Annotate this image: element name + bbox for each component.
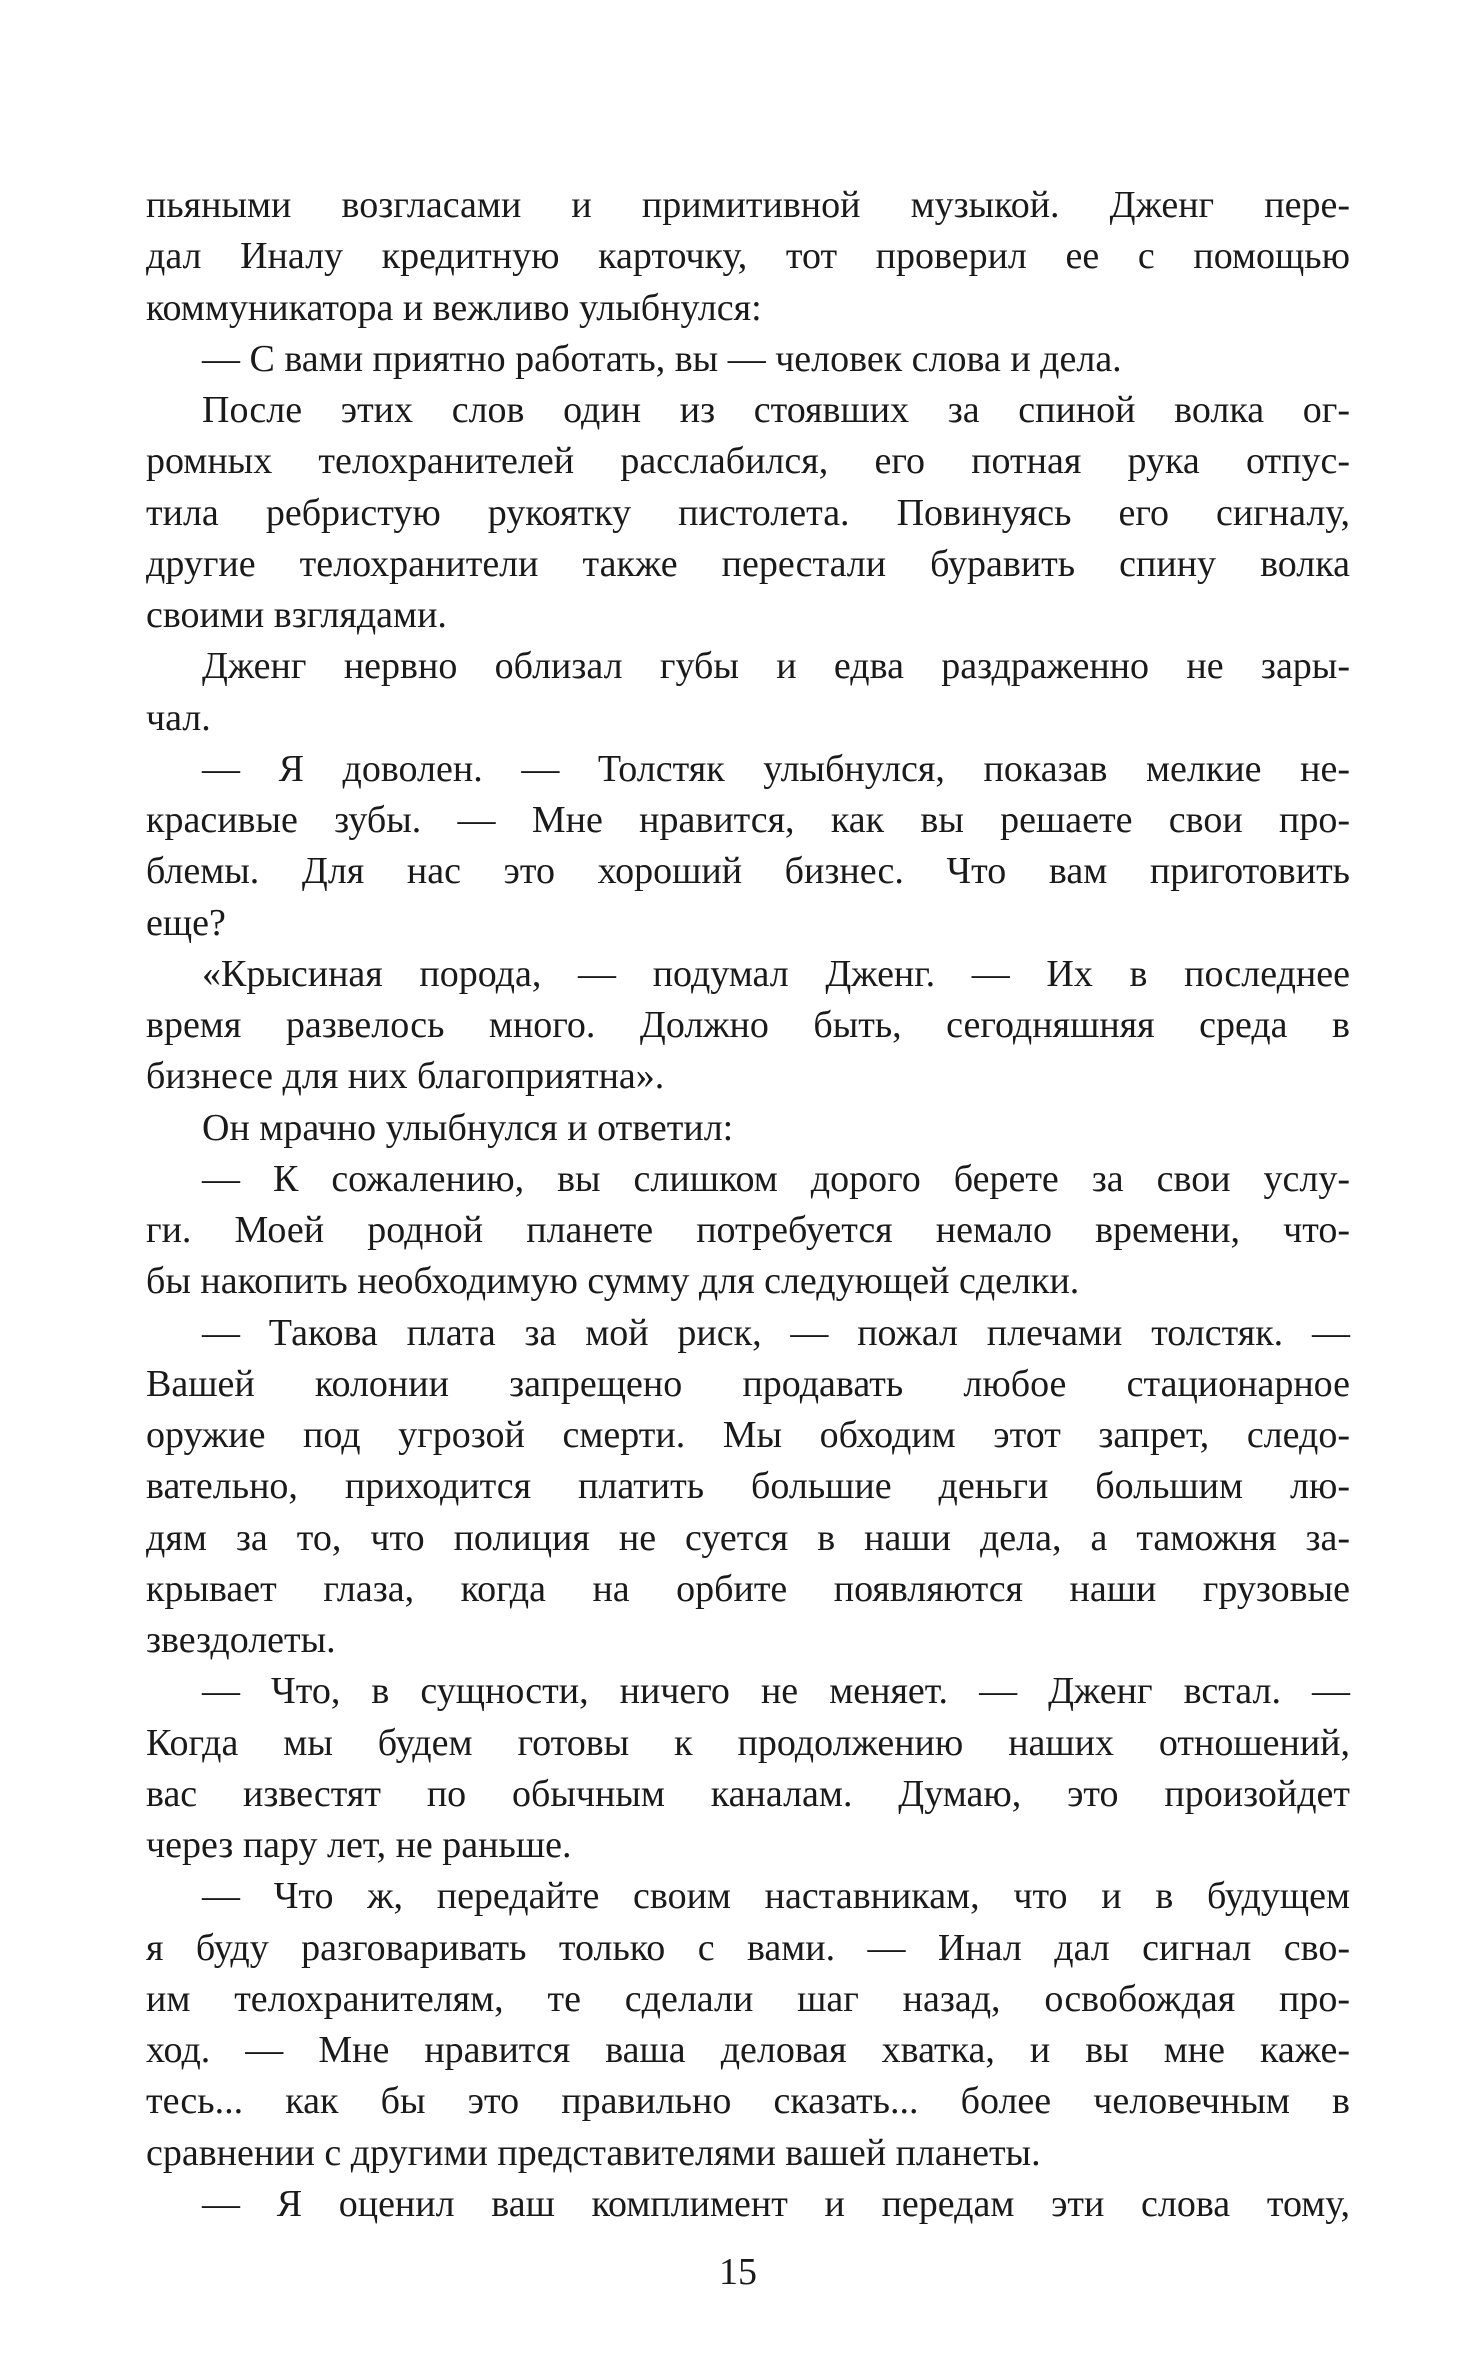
- text-line: — Такова плата за мой риск, — пожал плечами толстяк. —: [202, 1311, 1350, 1354]
- paragraph: [146, 1871, 1350, 2179]
- text-line: тила ребристую рукоятку пистолета. Повинуясь его сигналу,: [146, 491, 1350, 534]
- paragraph: [146, 385, 1350, 641]
- paragraph: [146, 1103, 1350, 1154]
- paragraph: [146, 1308, 1350, 1667]
- text-line: Вашей колонии запрещено продавать любое стационарное: [146, 1362, 1350, 1405]
- text-line: чал.: [146, 696, 211, 739]
- text-line: После этих слов один из стоявших за спиной волка ог-: [202, 389, 1350, 431]
- paragraph: [146, 1666, 1350, 1871]
- text-line: ход. — Мне нравится ваша деловая хватка, и вы мне каже-: [146, 2029, 1350, 2071]
- text-line: своими взглядами.: [146, 594, 447, 636]
- paragraph: [146, 1154, 1350, 1308]
- text-line: Когда мы будем готовы к продолжению наших отношений,: [146, 1721, 1350, 1764]
- text-line: Он мрачно улыбнулся и ответил:: [202, 1106, 734, 1149]
- text-line: бизнесе для них благоприятна».: [146, 1055, 665, 1098]
- text-line: ромных телохранителей расслабился, его потная рука отпус-: [146, 440, 1350, 483]
- text-line: дям за то, что полиция не суется в наши дела, а таможня за-: [146, 1516, 1350, 1559]
- text-line: тесь... как бы это правильно сказать... более человечным в: [146, 2080, 1350, 2123]
- page-number: 15: [719, 2251, 757, 2293]
- paragraph: [146, 641, 1350, 744]
- text-line: ги. Моей родной планете потребуется немало времени, что-: [146, 1209, 1350, 1251]
- body-text: [146, 180, 1350, 2230]
- text-line: вательно, приходится платить большие деньги большим лю-: [146, 1465, 1350, 1508]
- text-line: — К сожалению, вы слишком дорого берете за свои услу-: [202, 1157, 1350, 1200]
- paragraph: [146, 334, 1350, 385]
- text-line: коммуникатора и вежливо улыбнулся:: [146, 286, 762, 329]
- text-line: красивые зубы. — Мне нравится, как вы решаете свои про-: [146, 799, 1350, 841]
- text-line: Дженг нервно облизал губы и едва раздраженно не зары-: [202, 645, 1350, 688]
- text-line: — Я доволен. — Толстяк улыбнулся, показав мелкие не-: [202, 747, 1350, 790]
- text-line: время развелось много. Должно быть, сегодняшняя среда в: [146, 1004, 1350, 1046]
- text-line: «Крысиная порода, — подумал Дженг. — Их в последнее: [202, 952, 1350, 995]
- text-line: оружие под угрозой смерти. Мы обходим этот запрет, следо-: [146, 1414, 1350, 1456]
- text-line: — С вами приятно работать, вы — человек слова и дела.: [202, 337, 1122, 380]
- text-line: блемы. Для нас это хороший бизнес. Что вам приготовить: [146, 850, 1350, 893]
- text-line: пьяными возгласами и примитивной музыкой. Дженг пере-: [146, 184, 1350, 226]
- paragraph: [146, 180, 1350, 334]
- text-line: крывает глаза, когда на орбите появляются наши грузовые: [146, 1567, 1350, 1610]
- paragraph: [146, 2179, 1350, 2230]
- text-line: звездолеты.: [146, 1619, 336, 1661]
- text-line: через пару лет, не раньше.: [146, 1824, 572, 1866]
- text-line: я буду разговаривать только с вами. — Инал дал сигнал сво-: [146, 1926, 1350, 1969]
- text-line: вас известят по обычным каналам. Думаю, это произойдет: [146, 1772, 1350, 1815]
- text-line: — Я оценил ваш комплимент и передам эти слова тому,: [202, 2182, 1350, 2225]
- text-line: другие телохранители также перестали буравить спину волка: [146, 542, 1350, 585]
- text-line: — Что, в сущности, ничего не меняет. — Дженг встал. —: [202, 1670, 1350, 1713]
- text-line: им телохранителям, те сделали шаг назад, освобождая про-: [146, 1977, 1350, 2020]
- text-line: бы накопить необходимую сумму для следующей сделки.: [146, 1260, 1080, 1303]
- text-line: — Что ж, передайте своим наставникам, что и в будущем: [202, 1875, 1350, 1918]
- text-line: дал Иналу кредитную карточку, тот проверил ее с помощью: [146, 235, 1350, 278]
- text-line: еще?: [146, 901, 226, 944]
- paragraph: [146, 949, 1350, 1103]
- paragraph: [146, 744, 1350, 949]
- text-line: сравнении с другими представителями вашей планеты.: [146, 2131, 1041, 2174]
